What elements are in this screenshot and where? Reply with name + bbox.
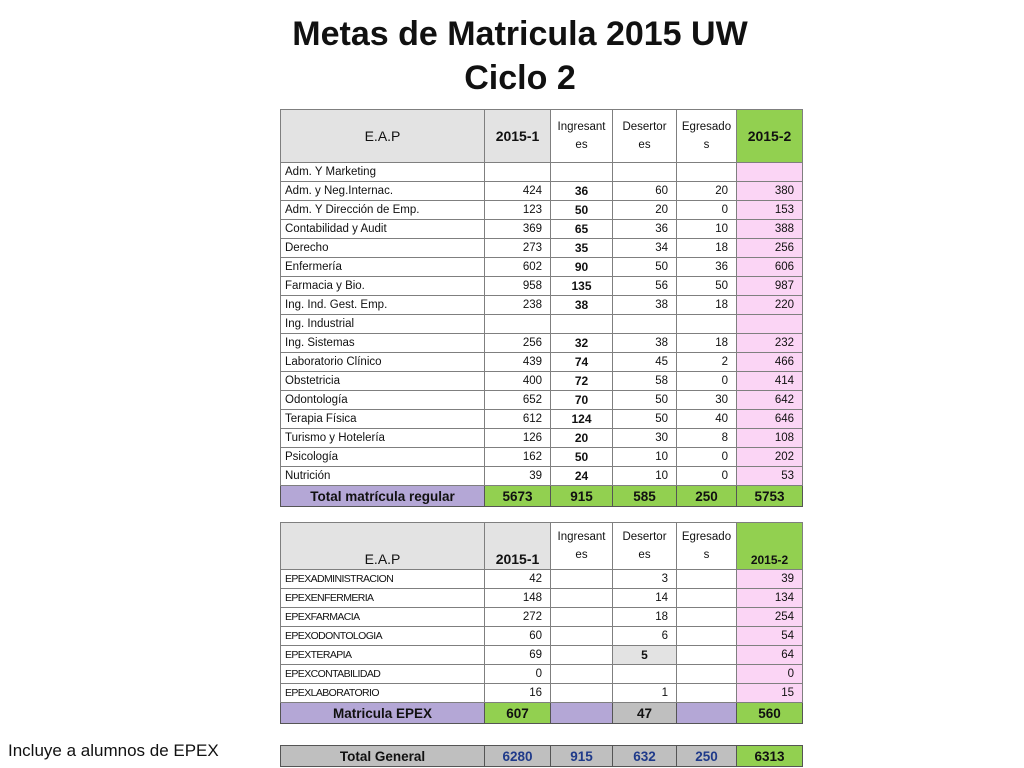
row-2015-1: 369 [485, 220, 551, 239]
header-2015-2: 2015-2 [737, 523, 803, 570]
row-2015-2: 466 [737, 353, 803, 372]
row-name: Derecho [281, 239, 485, 258]
row-2015-1: 69 [485, 646, 551, 665]
row-2015-2: 232 [737, 334, 803, 353]
row-desertores: 10 [613, 467, 677, 486]
row-2015-1: 16 [485, 684, 551, 703]
row-2015-2: 220 [737, 296, 803, 315]
row-2015-2 [737, 315, 803, 334]
total-2015-1: 5673 [485, 486, 551, 507]
row-2015-1: 439 [485, 353, 551, 372]
row-egresados: 10 [677, 220, 737, 239]
page-title [0, 12, 1024, 100]
row-2015-1: 162 [485, 448, 551, 467]
row-2015-1: 612 [485, 410, 551, 429]
row-ingresantes [551, 608, 613, 627]
row-egresados: 18 [677, 239, 737, 258]
row-egresados: 40 [677, 410, 737, 429]
header-2015-1: 2015-1 [485, 523, 551, 570]
total-ingresantes [551, 703, 613, 724]
row-name: EPEXENFERMERIA [281, 589, 485, 608]
header-eap: E.A.P [281, 110, 485, 163]
row-2015-1: 272 [485, 608, 551, 627]
table-row [281, 220, 803, 239]
row-name: Farmacia y Bio. [281, 277, 485, 296]
row-2015-1: 256 [485, 334, 551, 353]
header-2015-2: 2015-2 [737, 110, 803, 163]
table-row [281, 315, 803, 334]
row-desertores: 36 [613, 220, 677, 239]
row-desertores: 5 [613, 646, 677, 665]
row-egresados: 18 [677, 334, 737, 353]
row-desertores: 38 [613, 296, 677, 315]
row-ingresantes: 70 [551, 391, 613, 410]
row-2015-2: 64 [737, 646, 803, 665]
epex-note: Incluye a alumnos de EPEX [8, 741, 219, 760]
row-2015-2: 153 [737, 201, 803, 220]
row-egresados [677, 608, 737, 627]
row-ingresantes: 24 [551, 467, 613, 486]
row-egresados: 50 [677, 277, 737, 296]
row-ingresantes: 35 [551, 239, 613, 258]
row-name: EPEXTERAPIA [281, 646, 485, 665]
regular-header-row [281, 110, 803, 163]
total-general-desertores: 632 [613, 746, 677, 767]
row-desertores: 1 [613, 684, 677, 703]
total-general-row [281, 746, 803, 767]
row-ingresantes: 36 [551, 182, 613, 201]
row-2015-2: 646 [737, 410, 803, 429]
table-row [281, 570, 803, 589]
row-name: Ing. Ind. Gest. Emp. [281, 296, 485, 315]
row-name: EPEXCONTABILIDAD [281, 665, 485, 684]
header-desertores: Desertor es [613, 523, 677, 570]
regular-enrollment-table [280, 109, 803, 507]
row-2015-2: 256 [737, 239, 803, 258]
row-ingresantes [551, 646, 613, 665]
total-desertores: 585 [613, 486, 677, 507]
row-2015-2: 202 [737, 448, 803, 467]
total-general-egresados: 250 [677, 746, 737, 767]
table-row [281, 646, 803, 665]
row-egresados [677, 315, 737, 334]
row-2015-1: 400 [485, 372, 551, 391]
row-2015-2: 642 [737, 391, 803, 410]
title-line-1: Metas de Matricula 2015 UW [292, 15, 748, 53]
row-name: Enfermería [281, 258, 485, 277]
row-egresados [677, 570, 737, 589]
row-name: EPEXLABORATORIO [281, 684, 485, 703]
table-row [281, 410, 803, 429]
total-ingresantes: 915 [551, 486, 613, 507]
row-desertores: 6 [613, 627, 677, 646]
row-desertores: 3 [613, 570, 677, 589]
total-egresados [677, 703, 737, 724]
row-name: Laboratorio Clínico [281, 353, 485, 372]
row-desertores: 20 [613, 201, 677, 220]
row-egresados: 30 [677, 391, 737, 410]
row-egresados [677, 684, 737, 703]
row-egresados [677, 627, 737, 646]
row-egresados: 0 [677, 372, 737, 391]
row-desertores: 60 [613, 182, 677, 201]
table-row [281, 239, 803, 258]
total-general-table [280, 745, 803, 767]
row-2015-1: 42 [485, 570, 551, 589]
row-ingresantes: 32 [551, 334, 613, 353]
epex-total-row [281, 703, 803, 724]
row-egresados: 2 [677, 353, 737, 372]
row-2015-2: 39 [737, 570, 803, 589]
row-name: EPEXADMINISTRACION [281, 570, 485, 589]
table-row [281, 448, 803, 467]
row-2015-2: 54 [737, 627, 803, 646]
row-name: Ing. Sistemas [281, 334, 485, 353]
table-row [281, 391, 803, 410]
row-2015-1: 602 [485, 258, 551, 277]
table-row [281, 467, 803, 486]
row-2015-2: 254 [737, 608, 803, 627]
row-name: Adm. Y Dirección de Emp. [281, 201, 485, 220]
title-line-2: Ciclo 2 [464, 59, 576, 97]
row-ingresantes: 50 [551, 448, 613, 467]
row-name: Nutrición [281, 467, 485, 486]
row-desertores: 58 [613, 372, 677, 391]
table-row [281, 589, 803, 608]
table-row [281, 163, 803, 182]
table-row [281, 684, 803, 703]
row-2015-2 [737, 163, 803, 182]
row-ingresantes: 135 [551, 277, 613, 296]
row-egresados: 36 [677, 258, 737, 277]
row-desertores: 45 [613, 353, 677, 372]
header-eap: E.A.P [281, 523, 485, 570]
total-2015-2: 5753 [737, 486, 803, 507]
row-ingresantes [551, 684, 613, 703]
row-egresados [677, 163, 737, 182]
row-ingresantes [551, 163, 613, 182]
row-egresados: 0 [677, 448, 737, 467]
row-2015-1: 60 [485, 627, 551, 646]
row-ingresantes [551, 570, 613, 589]
row-desertores: 50 [613, 391, 677, 410]
row-2015-2: 414 [737, 372, 803, 391]
table-row [281, 353, 803, 372]
total-egresados: 250 [677, 486, 737, 507]
total-2015-1: 607 [485, 703, 551, 724]
row-ingresantes: 20 [551, 429, 613, 448]
epex-header-row [281, 523, 803, 570]
row-2015-1 [485, 163, 551, 182]
header-ingresantes: Ingresant es [551, 110, 613, 163]
row-ingresantes: 65 [551, 220, 613, 239]
header-2015-1: 2015-1 [485, 110, 551, 163]
row-ingresantes [551, 627, 613, 646]
row-egresados: 18 [677, 296, 737, 315]
total-general-ingresantes: 915 [551, 746, 613, 767]
row-desertores: 50 [613, 410, 677, 429]
row-ingresantes [551, 589, 613, 608]
total-desertores: 47 [613, 703, 677, 724]
row-name: Adm. y Neg.Internac. [281, 182, 485, 201]
row-egresados: 20 [677, 182, 737, 201]
row-desertores: 38 [613, 334, 677, 353]
header-desertores: Desertor es [613, 110, 677, 163]
row-egresados [677, 665, 737, 684]
row-name: Obstetricia [281, 372, 485, 391]
total-general-label: Total General [281, 746, 485, 767]
row-name: EPEXODONTOLOGIA [281, 627, 485, 646]
row-desertores: 18 [613, 608, 677, 627]
table-row [281, 258, 803, 277]
row-2015-2: 15 [737, 684, 803, 703]
row-2015-2: 388 [737, 220, 803, 239]
row-2015-1: 0 [485, 665, 551, 684]
row-desertores: 14 [613, 589, 677, 608]
row-2015-2: 987 [737, 277, 803, 296]
row-2015-1: 148 [485, 589, 551, 608]
row-desertores [613, 163, 677, 182]
row-name: Odontología [281, 391, 485, 410]
row-2015-2: 0 [737, 665, 803, 684]
table-row [281, 372, 803, 391]
row-desertores [613, 665, 677, 684]
table-row [281, 429, 803, 448]
row-desertores [613, 315, 677, 334]
row-name: Ing. Industrial [281, 315, 485, 334]
table-row [281, 182, 803, 201]
header-egresados: Egresado s [677, 523, 737, 570]
row-ingresantes: 90 [551, 258, 613, 277]
row-2015-1: 273 [485, 239, 551, 258]
table-row [281, 296, 803, 315]
regular-total-row [281, 486, 803, 507]
row-ingresantes [551, 315, 613, 334]
row-name: Terapia Física [281, 410, 485, 429]
row-name: Psicología [281, 448, 485, 467]
row-desertores: 10 [613, 448, 677, 467]
epex-enrollment-table [280, 522, 803, 724]
row-egresados [677, 646, 737, 665]
row-ingresantes: 50 [551, 201, 613, 220]
row-2015-1 [485, 315, 551, 334]
total-2015-2: 560 [737, 703, 803, 724]
total-label: Total matrícula regular [281, 486, 485, 507]
row-2015-2: 606 [737, 258, 803, 277]
row-name: Contabilidad y Audit [281, 220, 485, 239]
table-row [281, 201, 803, 220]
row-desertores: 34 [613, 239, 677, 258]
row-egresados: 0 [677, 201, 737, 220]
row-2015-1: 424 [485, 182, 551, 201]
row-2015-1: 652 [485, 391, 551, 410]
row-ingresantes: 38 [551, 296, 613, 315]
table-row [281, 608, 803, 627]
table-row [281, 334, 803, 353]
table-row [281, 277, 803, 296]
row-name: Turismo y Hotelería [281, 429, 485, 448]
total-label: Matricula EPEX [281, 703, 485, 724]
total-general-2015-2: 6313 [737, 746, 803, 767]
total-general-2015-1: 6280 [485, 746, 551, 767]
header-ingresantes: Ingresant es [551, 523, 613, 570]
row-desertores: 30 [613, 429, 677, 448]
row-desertores: 50 [613, 258, 677, 277]
row-2015-2: 108 [737, 429, 803, 448]
row-2015-1: 238 [485, 296, 551, 315]
row-name: EPEXFARMACIA [281, 608, 485, 627]
row-2015-1: 39 [485, 467, 551, 486]
row-2015-1: 126 [485, 429, 551, 448]
row-ingresantes: 72 [551, 372, 613, 391]
row-2015-2: 134 [737, 589, 803, 608]
row-2015-1: 958 [485, 277, 551, 296]
table-row [281, 627, 803, 646]
table-row [281, 665, 803, 684]
row-ingresantes: 124 [551, 410, 613, 429]
row-name: Adm. Y Marketing [281, 163, 485, 182]
row-egresados: 8 [677, 429, 737, 448]
row-egresados [677, 589, 737, 608]
row-desertores: 56 [613, 277, 677, 296]
row-egresados: 0 [677, 467, 737, 486]
row-2015-2: 53 [737, 467, 803, 486]
row-2015-2: 380 [737, 182, 803, 201]
row-ingresantes: 74 [551, 353, 613, 372]
header-egresados: Egresado s [677, 110, 737, 163]
row-2015-1: 123 [485, 201, 551, 220]
row-ingresantes [551, 665, 613, 684]
